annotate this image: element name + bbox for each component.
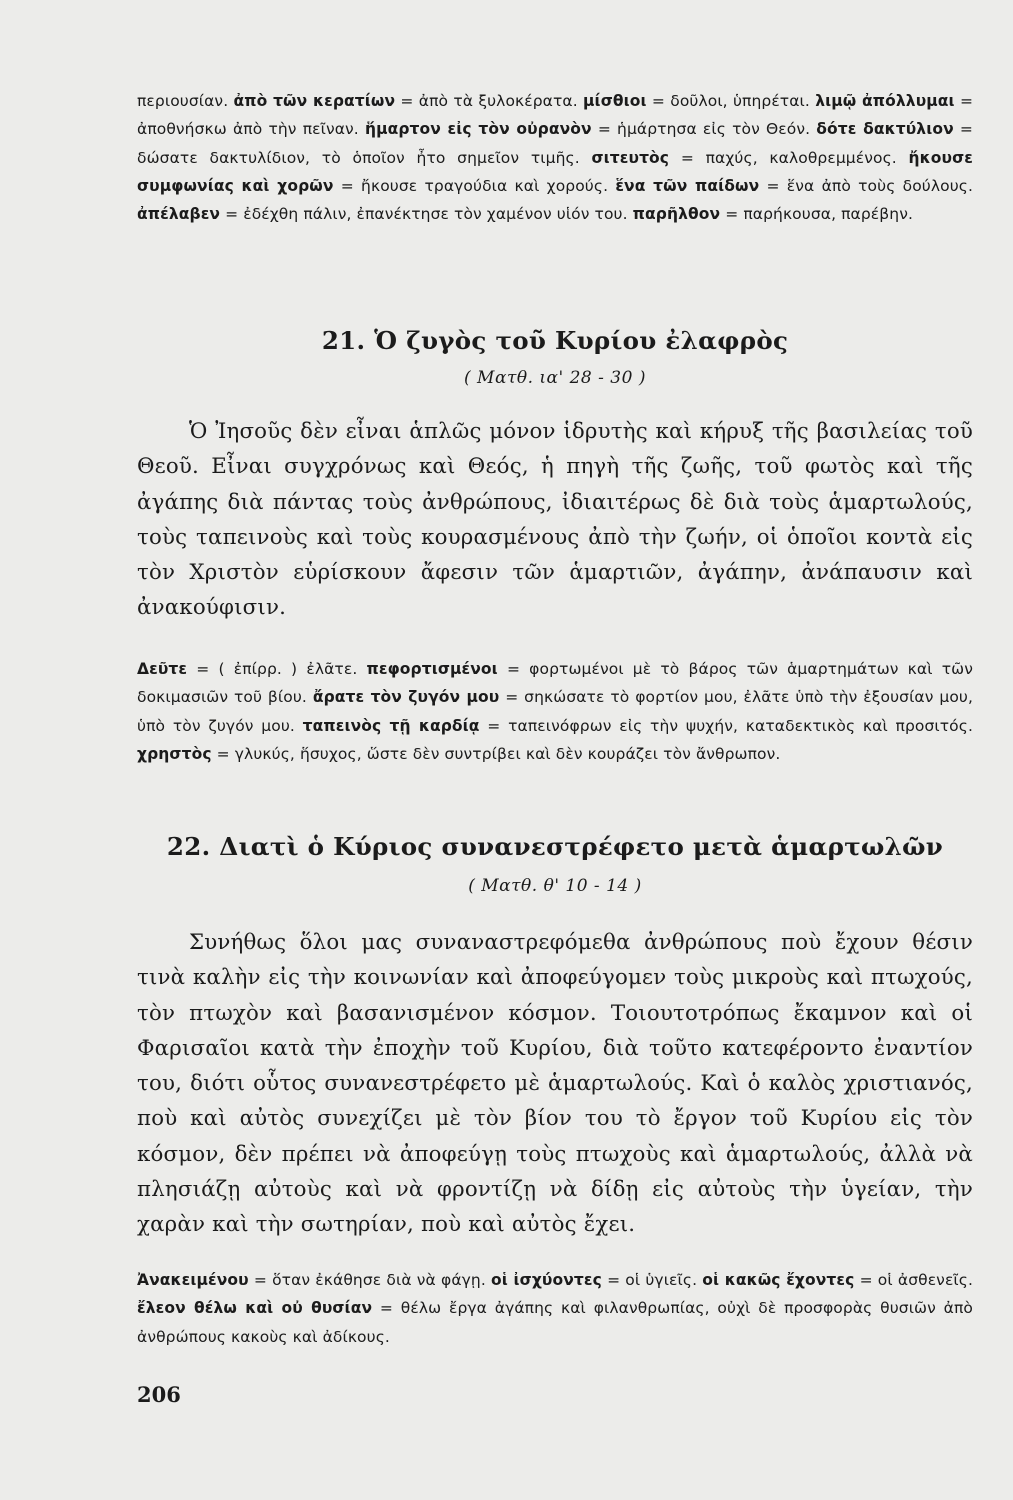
- gloss-definition: = ( ἐπίρρ. ) ἐλᾶτε.: [187, 660, 367, 678]
- gloss-definition: = οἱ ἀσθενεῖς.: [854, 1271, 973, 1289]
- gloss-term: Δεῦτε: [137, 660, 188, 678]
- gloss-definition: = δώσατε δακτυλίδιον, τὸ ὁποῖον ἦτο σημεῖον τιμῆς.: [137, 120, 973, 167]
- gloss-term: σιτευτὸς: [591, 148, 670, 167]
- gloss-term: οἱ κακῶς ἔχοντες: [702, 1271, 855, 1289]
- gloss-term: Ἀνακειμένου: [137, 1271, 249, 1289]
- section-22-reference: ( Ματθ. θ' 10 - 14 ): [468, 876, 642, 896]
- section-22-heading: 22. Διατὶ ὁ Κύριος συνανεστρέφετο μετὰ ἁμαρτωλῶν: [166, 832, 944, 861]
- glossary-prev-section: [137, 87, 973, 228]
- gloss-definition: = ἀποθνήσκω ἀπὸ τὴν πεῖναν.: [137, 92, 974, 139]
- gloss-definition: = ἡμάρτησα εἰς τὸν Θεόν.: [591, 120, 817, 139]
- gloss-definition: = ταπεινόφρων εἰς τὴν ψυχήν, καταδεκτικὸς καὶ προσιτός.: [479, 716, 973, 735]
- section-21-reference: ( Ματθ. ια' 28 - 30 ): [464, 368, 646, 388]
- gloss-term: δότε δακτύλιον: [816, 120, 954, 139]
- gloss-definition: = ὅταν ἐκάθησε διὰ νὰ φάγῃ.: [248, 1271, 492, 1289]
- gloss-term: παρῆλθον: [632, 205, 721, 224]
- gloss-definition: = φορτωμένοι μὲ τὸ βάρος τῶν ἁμαρτημάτων καὶ τῶν δοκιμασιῶν τοῦ βίου.: [137, 660, 973, 707]
- gloss-term: οἱ ἰσχύοντες: [491, 1271, 602, 1289]
- gloss-term: ἥμαρτον εἰς τὸν οὐρανὸν: [364, 120, 592, 139]
- gloss-definition: = ἀπὸ τὰ ξυλοκέρατα.: [395, 92, 584, 110]
- section-21-glossary: [137, 655, 973, 768]
- gloss-term: ἕνα τῶν παίδων: [615, 176, 760, 195]
- gloss-term: ἀπὸ τῶν κερατίων: [233, 92, 396, 110]
- gloss-term: χρηστὸς: [137, 744, 212, 763]
- gloss-term: ἄρατε τὸν ζυγόν μου: [312, 688, 500, 707]
- gloss-term: ἤκουσε συμφωνίας καὶ χορῶν: [137, 148, 973, 195]
- gloss-definition: = γλυκύς, ἥσυχος, ὥστε δὲν συντρίβει καὶ δὲν κουράζει τὸν ἄνθρωπον.: [211, 744, 781, 763]
- gloss-definition: = ἕνα ἀπὸ τοὺς δούλους.: [759, 176, 973, 195]
- gloss-term: μίσθιοι: [583, 92, 647, 110]
- gloss-definition: = δοῦλοι, ὑπηρέται.: [646, 92, 816, 110]
- gloss-definition: = οἱ ὑγιεῖς.: [601, 1271, 703, 1289]
- section-21-body-text: Ὁ Ἰησοῦς δὲν εἶναι ἁπλῶς μόνον ἱδρυτὴς καὶ κήρυξ τῆς βασιλείας τοῦ Θεοῦ. Εἶναι συγχρόνως καὶ Θεός, ἡ πηγὴ τῆς ζωῆς, τοῦ φωτὸς καὶ τῆς ἀγάπης διὰ πάντας τοὺς ἀνθρώπους, ἰδιαιτέρως δὲ διὰ τοὺς ἁμαρτωλούς, τοὺς ταπεινοὺς καὶ τοὺς κουρασμένους ἀπὸ τὴν ζωήν, οἱ ὁποῖοι κοντὰ εἰς τὸν Χριστὸν εὑρίσκουν ἄφεσιν τῶν ἁμαρτιῶν, ἀγάπην, ἀνάπαυσιν καὶ ἀνακούφισιν.: [137, 419, 973, 621]
- gloss-term: λιμῷ ἀπόλλυμαι: [815, 92, 955, 110]
- gloss-definition: = παχύς, καλοθρεμμένος.: [669, 148, 909, 167]
- gloss-definition: = παρήκουσα, παρέβην.: [720, 205, 913, 224]
- gloss-term: ἔλεον θέλω καὶ οὐ θυσίαν: [137, 1299, 373, 1318]
- gloss-definition: = ἤκουσε τραγούδια καὶ χορούς.: [333, 176, 616, 195]
- gloss-definition: = σηκώσατε τὸ φορτίον μου, ἐλᾶτε ὑπὸ τὴν ἐξουσίαν μου, ὑπὸ τὸν ζυγόν μου.: [137, 688, 974, 735]
- section-22-body: [137, 925, 973, 1243]
- section-22-body-text: Συνήθως ὅλοι μας συναναστρεφόμεθα ἀνθρώπους ποὺ ἔχουν θέσιν τινὰ καλὴν εἰς τὴν κοινωνίαν καὶ ἀποφεύγομεν τοὺς μικροὺς καὶ πτωχούς, τὸν πτωχὸν καὶ βασανισμένον κόσμον. Τοιουτοτρόπως ἔκαμνον καὶ οἱ Φαρισαῖοι κατὰ τὴν ἐποχὴν τοῦ Κυρίου, διὰ τοῦτο κατεφέροντο ἐναντίον του, διότι οὗτος συνανεστρέφετο μὲ ἁμαρτωλούς. Καὶ ὁ καλὸς χριστιανός, ποὺ καὶ αὐτὸς συνεχίζει μὲ τὸν βίον του τὸ ἔργον τοῦ Κυρίου εἰς τὸν κόσμον, δὲν πρέπει νὰ ἀποφεύγῃ τοὺς πτωχοὺς καὶ ἁμαρτωλούς, ἀλλὰ νὰ πλησιάζῃ αὐτοὺς καὶ νὰ φροντίζῃ νὰ δίδῃ εἰς αὐτοὺς τὴν ὑγείαν, τὴν χαρὰν καὶ τὴν σωτηρίαν, ποὺ καὶ αὐτὸς ἔχει.: [137, 930, 973, 1238]
- page-number: 206: [137, 1382, 181, 1407]
- gloss-definition: = θέλω ἔργα ἀγάπης καὶ φιλανθρωπίας, οὐχὶ δὲ προσφορὰς θυσιῶν ἀπὸ ἀνθρώπους κακοὺς καὶ ἀδίκους.: [137, 1299, 974, 1346]
- section-21-body: [137, 414, 973, 626]
- gloss-definition: περιουσίαν.: [137, 92, 234, 110]
- gloss-term: πεφορτισμένοι: [366, 660, 498, 678]
- gloss-term: ταπεινὸς τῇ καρδίᾳ: [302, 716, 480, 735]
- gloss-definition: = ἐδέχθη πάλιν, ἐπανέκτησε τὸν χαμένον υἱόν του.: [220, 205, 633, 224]
- section-21-heading: 21. Ὁ ζυγὸς τοῦ Κυρίου ἐλαφρὸς: [321, 326, 789, 355]
- gloss-term: ἀπέλαβεν: [137, 205, 221, 224]
- section-22-glossary: [137, 1266, 973, 1351]
